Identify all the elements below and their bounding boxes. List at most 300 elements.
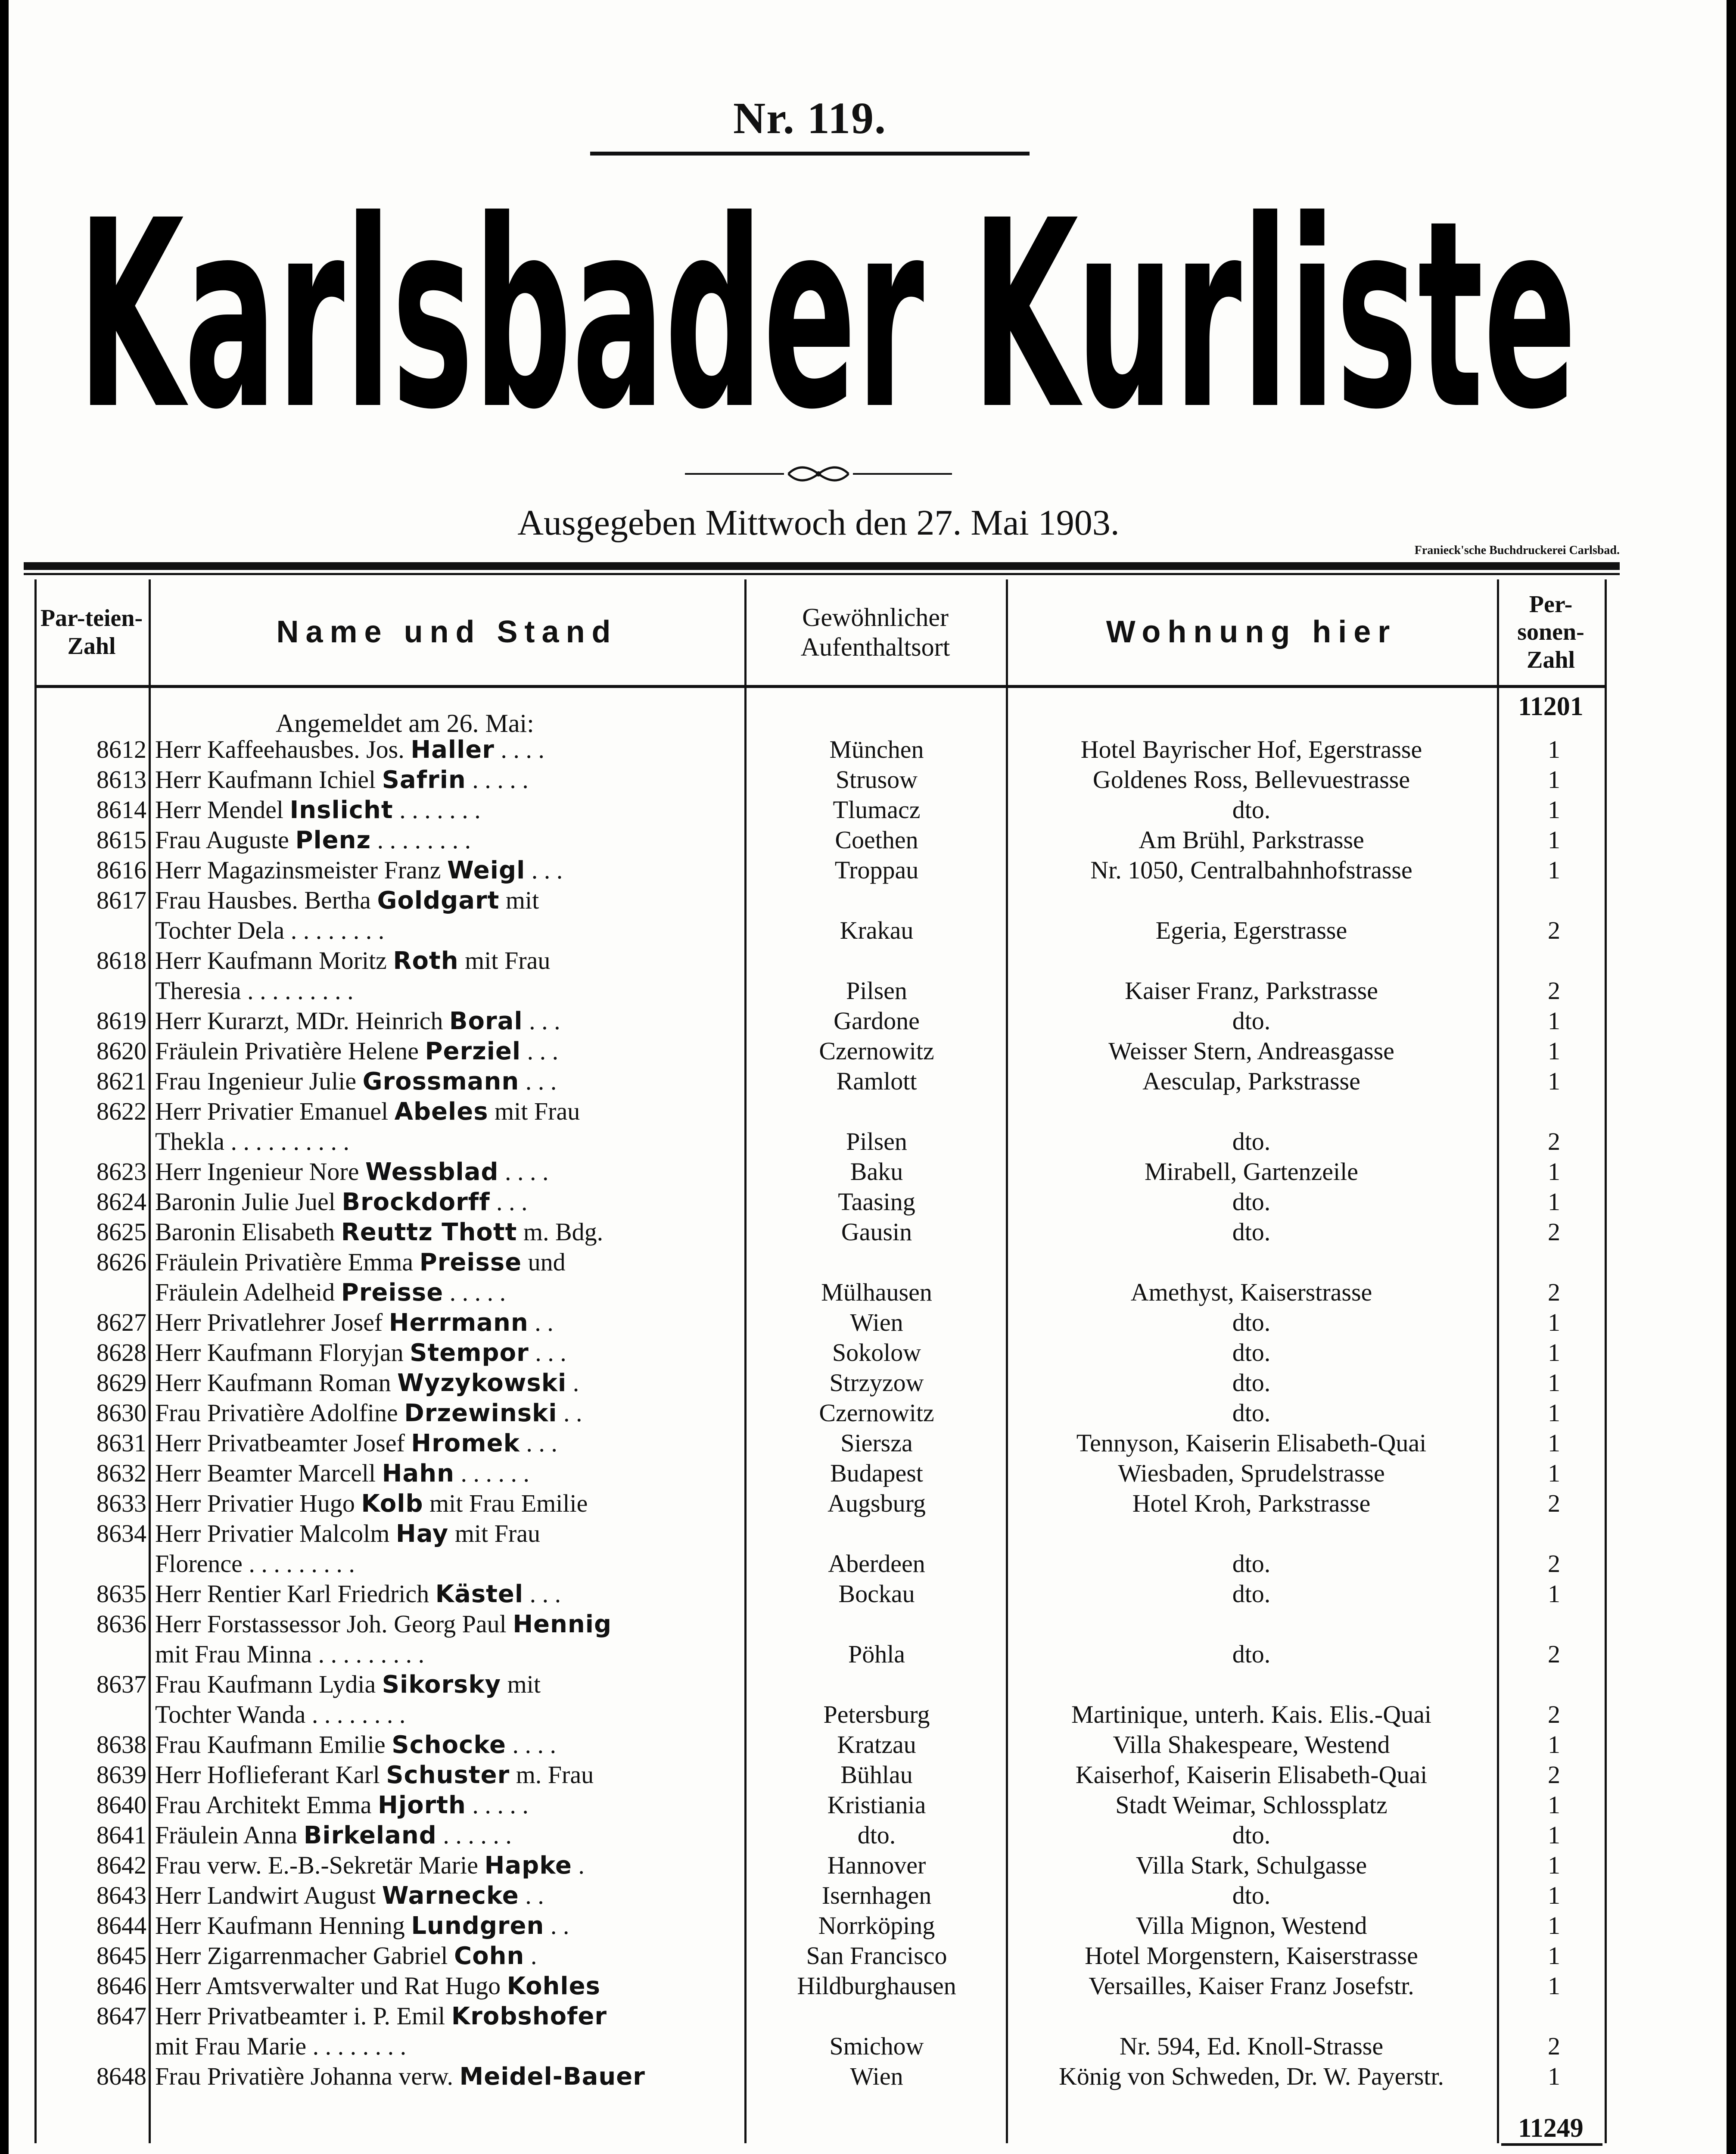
party-number: 8643 <box>96 1881 146 1909</box>
name-suffix: mit <box>501 1670 541 1698</box>
persons-count: 1 <box>1548 1007 1560 1035</box>
name-prefix: Frau Ingenieur Julie <box>155 1067 363 1095</box>
residence: dto. <box>1232 1127 1271 1155</box>
guest-name <box>155 1127 732 1157</box>
name-suffix: . . <box>528 1308 554 1336</box>
residence: Weisser Stern, Andreasgasse <box>1108 1037 1394 1065</box>
persons-count: 2 <box>1548 1218 1560 1246</box>
persons-count: 1 <box>1548 2062 1560 2090</box>
party-number: 8615 <box>96 826 146 854</box>
ornament-divider <box>685 457 952 491</box>
guest-name <box>155 1247 732 1278</box>
guest-name <box>155 855 732 886</box>
table-row <box>0 795 1736 825</box>
issue-number: Nr. 119. <box>733 93 887 143</box>
surname: Plenz <box>295 826 371 854</box>
table-row <box>0 1609 1736 1639</box>
party-number: 8638 <box>96 1731 146 1759</box>
surname: Reuttz Thott <box>341 1218 517 1246</box>
party-number: 8642 <box>96 1851 146 1879</box>
residence: dto. <box>1232 1640 1271 1668</box>
persons-count: 2 <box>1548 1550 1560 1578</box>
residence: dto. <box>1232 1881 1271 1909</box>
surname: Warnecke <box>382 1882 519 1910</box>
guest-name <box>155 1911 732 1941</box>
name-prefix: Frau Kaufmann Lydia <box>155 1670 382 1698</box>
col-header-residence: Wohnung hier <box>1106 615 1397 650</box>
residence: Am Brühl, Parkstrasse <box>1139 826 1364 854</box>
residence: dto. <box>1232 1580 1271 1608</box>
table-row <box>0 915 1736 946</box>
name-prefix: Herr Kaufmann Moritz <box>155 946 393 974</box>
residence: Nr. 1050, Centralbahnhofstrasse <box>1090 856 1412 884</box>
party-number: 8617 <box>96 886 146 914</box>
persons-count: 2 <box>1548 2032 1560 2060</box>
guest-name <box>155 1307 732 1338</box>
table-row <box>0 1458 1736 1488</box>
persons-count: 2 <box>1548 977 1560 1005</box>
table-row <box>0 855 1736 885</box>
guest-name <box>155 1096 732 1127</box>
name-suffix: . . . <box>523 1007 560 1035</box>
table-row <box>0 1187 1736 1217</box>
party-number: 8620 <box>96 1037 146 1065</box>
masthead-title <box>78 181 1577 422</box>
table-row <box>0 1760 1736 1790</box>
persons-count: 1 <box>1548 1369 1560 1397</box>
origin-place: Siersza <box>840 1429 913 1457</box>
name-suffix: . . . . <box>506 1731 557 1759</box>
persons-count: 1 <box>1548 1911 1560 1939</box>
col-header-origin: Gewöhnlicher Aufenthaltsort <box>800 603 950 661</box>
table-row <box>0 1579 1736 1609</box>
persons-count: 1 <box>1548 1580 1560 1608</box>
surname: Preisse <box>419 1248 522 1276</box>
origin-place: Czernowitz <box>819 1037 934 1065</box>
name-suffix: . . . <box>521 1037 559 1065</box>
persons-count: 1 <box>1548 1942 1560 1970</box>
guest-name <box>155 1458 732 1489</box>
name-prefix: Herr Mendel <box>155 796 290 824</box>
table-row <box>0 1669 1736 1700</box>
residence: Stadt Weimar, Schlossplatz <box>1115 1791 1388 1819</box>
surname: Hay <box>395 1520 449 1548</box>
origin-place: Mülhausen <box>821 1278 932 1306</box>
party-number: 8630 <box>96 1399 146 1427</box>
persons-count: 2 <box>1548 1700 1560 1728</box>
party-number: 8619 <box>96 1007 146 1035</box>
persons-count: 1 <box>1548 1731 1560 1759</box>
origin-place: Sokolow <box>832 1338 921 1366</box>
issue-date: Ausgegeben Mittwoch den 27. Mai 1903. <box>517 503 1120 543</box>
persons-count: 1 <box>1548 1308 1560 1336</box>
residence: dto. <box>1232 1188 1271 1216</box>
guest-name <box>155 946 732 976</box>
surname: Cohn <box>454 1942 525 1970</box>
surname: Abeles <box>394 1098 488 1126</box>
name-prefix: Herr Kaufmann Ichiel <box>155 766 382 794</box>
name-prefix: Fräulein Privatière Emma <box>155 1248 420 1276</box>
table-header-rule <box>34 685 1607 688</box>
table-row <box>0 2031 1736 2061</box>
guest-name <box>155 1971 732 2001</box>
final-total: 11249 <box>1518 2114 1584 2143</box>
surname: Roth <box>393 947 459 975</box>
origin-place: Augsburg <box>828 1489 926 1517</box>
name-prefix: Herr Privatier Hugo <box>155 1489 361 1517</box>
residence: dto. <box>1232 1550 1271 1578</box>
name-suffix: mit Frau <box>448 1519 540 1547</box>
table-row <box>0 1700 1736 1730</box>
table-row <box>0 946 1736 976</box>
surname: Kolb <box>361 1490 423 1518</box>
party-number: 8633 <box>96 1489 146 1517</box>
origin-place: Czernowitz <box>819 1399 934 1427</box>
persons-count: 1 <box>1548 735 1560 763</box>
guest-name <box>155 885 732 916</box>
persons-count: 2 <box>1548 1127 1560 1155</box>
origin-place: Budapest <box>830 1459 923 1487</box>
name-prefix: Herr Forstassessor Joh. Georg Paul <box>155 1610 513 1638</box>
guest-name <box>155 1609 732 1640</box>
name-prefix: Herr Kaffeehausbes. Jos. <box>155 735 411 763</box>
residence: Hotel Kroh, Parkstrasse <box>1132 1489 1371 1517</box>
residence: dto. <box>1232 796 1271 824</box>
name-prefix: Herr Privatbeamter i. P. Emil <box>155 2002 451 2030</box>
origin-place: Bockau <box>838 1580 915 1608</box>
table-row <box>0 1790 1736 1820</box>
guest-name <box>155 1217 732 1248</box>
guest-name <box>155 1669 732 1700</box>
party-number: 8624 <box>96 1188 146 1216</box>
name-suffix: mit Frau <box>488 1097 580 1125</box>
name-prefix: Baronin Julie Juel <box>155 1188 342 1216</box>
name-suffix: . . . . <box>498 1158 549 1186</box>
name-suffix: . . <box>557 1399 582 1427</box>
party-number: 8613 <box>96 766 146 794</box>
table-row <box>0 1217 1736 1247</box>
guest-name <box>155 765 732 795</box>
name-suffix: . . . <box>523 1580 561 1608</box>
persons-count: 1 <box>1548 856 1560 884</box>
residence: Mirabell, Gartenzeile <box>1145 1158 1358 1186</box>
party-number: 8622 <box>96 1097 146 1125</box>
origin-place: Pilsen <box>846 1127 907 1155</box>
surname: Schocke <box>392 1731 507 1759</box>
origin-place: Troppau <box>834 856 919 884</box>
name-suffix: . . . . . . <box>436 1821 512 1849</box>
surname: Lundgren <box>411 1912 544 1940</box>
name-prefix: Fräulein Privatière Helene <box>155 1037 425 1065</box>
name-prefix: Frau Architekt Emma <box>155 1791 378 1819</box>
name-prefix: Fräulein Adelheid <box>155 1278 341 1306</box>
residence: dto. <box>1232 1369 1271 1397</box>
name-prefix: Tochter Wanda . . . . . . . . <box>155 1700 406 1728</box>
party-number: 8635 <box>96 1580 146 1608</box>
surname: Perziel <box>425 1037 521 1065</box>
guest-name <box>155 1579 732 1609</box>
guest-name <box>155 2031 732 2062</box>
name-suffix: . . . <box>525 856 563 884</box>
table-row <box>0 1338 1736 1368</box>
persons-count: 2 <box>1548 916 1560 944</box>
origin-place: Aberdeen <box>828 1550 925 1578</box>
residence: dto. <box>1232 1338 1271 1366</box>
name-suffix: . . <box>519 1881 544 1909</box>
residence: Villa Mignon, Westend <box>1136 1911 1367 1939</box>
party-number: 8645 <box>96 1942 146 1970</box>
residence: Aesculap, Parkstrasse <box>1142 1067 1360 1095</box>
persons-count: 2 <box>1548 1489 1560 1517</box>
party-number: 8627 <box>96 1308 146 1336</box>
name-prefix: Frau Privatière Johanna verw. <box>155 2062 460 2090</box>
surname: Inslicht <box>289 796 393 824</box>
origin-place: Bühlau <box>840 1761 913 1789</box>
name-suffix: . . . . . . . . <box>371 826 471 854</box>
origin-place: Strzyzow <box>829 1369 924 1397</box>
name-prefix: Frau Kaufmann Emilie <box>155 1731 392 1759</box>
residence: dto. <box>1232 1821 1271 1849</box>
printer-credit: Franieck'sche Buchdruckerei Carlsbad. <box>1414 544 1620 557</box>
table-row <box>0 1036 1736 1066</box>
name-suffix: und <box>522 1248 566 1276</box>
residence: Kaiserhof, Kaiserin Elisabeth-Quai <box>1075 1761 1428 1789</box>
persons-count: 1 <box>1548 1972 1560 2000</box>
surname: Wessblad <box>365 1158 499 1186</box>
surname: Birkeland <box>303 1821 437 1849</box>
residence: dto. <box>1232 1308 1271 1336</box>
name-suffix: . . . . . . <box>454 1459 529 1487</box>
persons-count: 1 <box>1548 826 1560 854</box>
table-row <box>0 1911 1736 1941</box>
surname: Hennig <box>513 1610 612 1638</box>
table-row <box>0 1730 1736 1760</box>
party-number: 8647 <box>96 2002 146 2030</box>
surname: Kohles <box>507 1972 600 2000</box>
party-number: 8629 <box>96 1369 146 1397</box>
origin-place: Krakau <box>840 916 914 944</box>
table-row <box>0 1971 1736 2001</box>
name-suffix: mit Frau Emilie <box>423 1489 588 1517</box>
table-row <box>0 2061 1736 2092</box>
table-row <box>0 1157 1736 1187</box>
residence: Goldenes Ross, Bellevuestrasse <box>1092 766 1410 794</box>
origin-place: Norrköping <box>818 1911 935 1939</box>
surname: Goldgart <box>377 887 500 915</box>
guest-name <box>155 825 732 856</box>
name-prefix: Thekla . . . . . . . . . . <box>155 1127 350 1155</box>
persons-count: 1 <box>1548 1881 1560 1909</box>
table-row <box>0 1277 1736 1307</box>
party-number: 8636 <box>96 1610 146 1638</box>
guest-name <box>155 1277 732 1308</box>
masthead-title-text: Karlsbader Kurliste <box>78 181 1577 422</box>
persons-count: 1 <box>1548 1791 1560 1819</box>
name-prefix: Fräulein Anna <box>155 1821 304 1849</box>
table-row <box>0 825 1736 855</box>
persons-count: 2 <box>1548 1761 1560 1789</box>
persons-count: 1 <box>1548 1338 1560 1366</box>
party-number: 8646 <box>96 1972 146 2000</box>
party-number: 8625 <box>96 1218 146 1246</box>
name-prefix: Herr Ingenieur Nore <box>155 1158 365 1186</box>
table-row <box>0 1247 1736 1277</box>
table-row <box>0 1428 1736 1458</box>
name-prefix: mit Frau Marie . . . . . . . . <box>155 2032 407 2060</box>
party-number: 8632 <box>96 1459 146 1487</box>
residence: König von Schweden, Dr. W. Payerstr. <box>1058 2062 1444 2090</box>
origin-place: Pilsen <box>846 977 907 1005</box>
guest-name <box>155 1790 732 1821</box>
origin-place: Strusow <box>835 766 918 794</box>
party-number: 8639 <box>96 1761 146 1789</box>
surname: Krobshofer <box>451 2002 607 2030</box>
surname: Kästel <box>435 1580 524 1608</box>
guest-name <box>155 1368 732 1398</box>
guest-name <box>155 1941 732 1971</box>
surname: Hjorth <box>378 1791 466 1819</box>
origin-place: Ramlott <box>836 1067 917 1095</box>
name-prefix: Herr Rentier Karl Friedrich <box>155 1580 436 1608</box>
origin-place: Taasing <box>838 1188 915 1216</box>
origin-place: Isernhagen <box>821 1881 932 1909</box>
surname: Hapke <box>484 1852 572 1880</box>
origin-place: San Francisco <box>806 1942 947 1970</box>
persons-count: 1 <box>1548 796 1560 824</box>
guest-name <box>155 1338 732 1368</box>
surname: Wyzykowski <box>397 1369 567 1397</box>
origin-place: Hannover <box>827 1851 926 1879</box>
persons-count: 1 <box>1548 1037 1560 1065</box>
guest-name <box>155 1488 732 1519</box>
table-row <box>0 735 1736 765</box>
party-number: 8623 <box>96 1158 146 1186</box>
name-prefix: Herr Kaufmann Roman <box>155 1369 398 1397</box>
name-prefix: Herr Kaufmann Floryjan <box>155 1338 410 1366</box>
table-row <box>0 1549 1736 1579</box>
residence: dto. <box>1232 1218 1271 1246</box>
guest-name <box>155 1006 732 1037</box>
party-number: 8626 <box>96 1248 146 1276</box>
name-suffix: . . . . <box>494 735 544 763</box>
origin-place: Gausin <box>841 1218 912 1246</box>
residence: dto. <box>1232 1007 1271 1035</box>
name-prefix: Herr Privatlehrer Josef <box>155 1308 389 1336</box>
origin-place: Hildburghausen <box>797 1972 956 2000</box>
name-prefix: Theresia . . . . . . . . . <box>155 977 354 1005</box>
name-prefix: Herr Beamter Marcell <box>155 1459 382 1487</box>
guest-name <box>155 1700 732 1730</box>
name-prefix: Herr Kaufmann Henning <box>155 1911 411 1939</box>
name-prefix: Herr Magazinsmeister Franz <box>155 856 448 884</box>
party-number: 8631 <box>96 1429 146 1457</box>
name-suffix: . . . <box>519 1067 557 1095</box>
persons-count: 2 <box>1548 1278 1560 1306</box>
name-prefix: Frau Hausbes. Bertha <box>155 886 377 914</box>
guest-name <box>155 1519 732 1549</box>
party-number: 8612 <box>96 735 146 763</box>
name-suffix: . . . <box>529 1338 566 1366</box>
surname: Schuster <box>386 1761 510 1789</box>
guest-name <box>155 1880 732 1911</box>
name-suffix: . <box>524 1942 537 1970</box>
guest-name <box>155 1428 732 1459</box>
origin-place: dto. <box>857 1821 896 1849</box>
name-suffix: . . . <box>490 1188 528 1216</box>
header-rule-heavy <box>24 562 1620 570</box>
guest-name <box>155 2061 732 2092</box>
origin-place: Gardone <box>834 1007 920 1035</box>
origin-place: Petersburg <box>823 1700 930 1728</box>
guest-name <box>155 1157 732 1187</box>
name-suffix: . <box>566 1369 579 1397</box>
name-prefix: Frau Privatière Adolfine <box>155 1399 404 1427</box>
residence: Nr. 594, Ed. Knoll-Strasse <box>1119 2032 1384 2060</box>
name-prefix: Florence . . . . . . . . . <box>155 1550 355 1578</box>
name-prefix: Herr Amtsverwalter und Rat Hugo <box>155 1972 507 2000</box>
persons-count: 2 <box>1548 1640 1560 1668</box>
guest-name <box>155 1549 732 1579</box>
residence: Villa Shakespeare, Westend <box>1113 1731 1390 1759</box>
name-suffix: . . . . . <box>466 1791 529 1819</box>
section-heading: Angemeldet am 26. Mai: <box>276 709 534 738</box>
table-row <box>0 1368 1736 1398</box>
guest-name <box>155 1639 732 1670</box>
name-suffix: mit Frau <box>458 946 551 974</box>
col-header-name: Name und Stand <box>276 615 618 650</box>
name-suffix: m. Frau <box>510 1761 594 1789</box>
guest-name <box>155 2001 732 2032</box>
surname: Grossmann <box>362 1068 520 1096</box>
surname: Boral <box>449 1007 523 1035</box>
origin-place: Coethen <box>835 826 918 854</box>
party-number: 8621 <box>96 1067 146 1095</box>
table-row <box>0 1880 1736 1911</box>
surname: Hahn <box>382 1460 454 1488</box>
residence: Tennyson, Kaiserin Elisabeth-Quai <box>1076 1429 1427 1457</box>
table-row <box>0 1488 1736 1519</box>
name-prefix: Frau verw. E.-B.-Sekretär Marie <box>155 1851 485 1879</box>
persons-count: 1 <box>1548 766 1560 794</box>
name-prefix: Herr Privatier Malcolm <box>155 1519 396 1547</box>
guest-name <box>155 915 732 946</box>
name-suffix: mit <box>499 886 539 914</box>
residence: Amethyst, Kaiserstrasse <box>1130 1278 1372 1306</box>
residence: Villa Stark, Schulgasse <box>1136 1851 1367 1879</box>
table-row <box>0 2001 1736 2031</box>
table-row <box>0 885 1736 915</box>
guest-name <box>155 976 732 1006</box>
table-row <box>0 1639 1736 1669</box>
name-suffix: . <box>572 1851 585 1879</box>
table-row <box>0 1398 1736 1428</box>
table-row <box>0 1519 1736 1549</box>
residence: Martinique, unterh. Kais. Elis.-Quai <box>1071 1700 1431 1728</box>
origin-place: Smichow <box>829 2032 924 2060</box>
surname: Safrin <box>382 766 466 794</box>
name-prefix: Herr Landwirt August <box>155 1881 382 1909</box>
origin-place: Kratzau <box>837 1731 916 1759</box>
table-row <box>0 1127 1736 1157</box>
name-suffix: . . . . . <box>466 766 529 794</box>
party-number: 8616 <box>96 856 146 884</box>
residence: Hotel Morgenstern, Kaiserstrasse <box>1085 1942 1418 1970</box>
issue-rule <box>590 152 1030 156</box>
table-row <box>0 1307 1736 1338</box>
persons-count: 1 <box>1548 1158 1560 1186</box>
name-prefix: Herr Hoflieferant Karl <box>155 1761 386 1789</box>
name-suffix: . . . <box>520 1429 557 1457</box>
